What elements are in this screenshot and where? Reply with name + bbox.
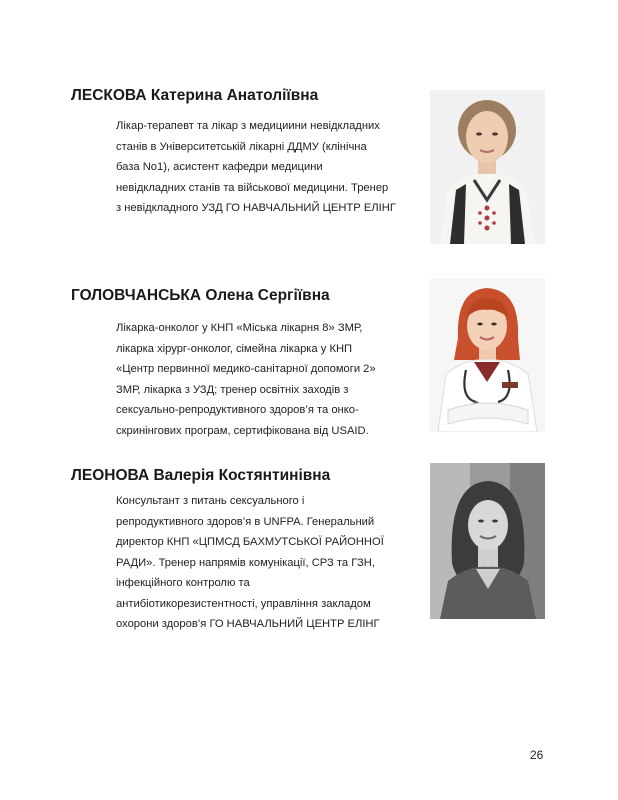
person-bio	[116, 491, 406, 635]
bio-line: репродуктивного здоров’я в UNFPA. Генеральний	[116, 515, 375, 528]
portrait-photo	[430, 90, 545, 244]
bio-line: ЗМР, лікарка з УЗД; тренер освітніх заходів з	[116, 383, 349, 396]
bio-line: Лікарка-онколог у КНП «Міська лікарня 8» ЗМР,	[116, 322, 363, 334]
bio-line: база No1), асистент кафедри медицини	[116, 161, 323, 173]
bio-line: Консультант з питань сексуального і	[116, 495, 305, 507]
bio-line: станів в Університетській лікарні ДДМУ (клінічна	[116, 140, 367, 153]
bio-line: директор КНП «ЦПМСД БАХМУТСЬКОЇ РАЙОННОЇ	[116, 536, 384, 548]
bio-line: Лікар-терапевт та лікар з медициини невідкладних	[116, 120, 380, 132]
bio-line: сексуально-репродуктивного здоров’я та онко-	[116, 404, 359, 416]
person-name: ЛЕОНОВА Валерія Костянтинівна	[71, 467, 331, 484]
bio-line: невідкладних станів та військової медицини. Тренер	[116, 181, 389, 194]
bio-line: з невідкладного УЗД ГО НАВЧАЛЬНИЙ ЦЕНТР ЕЛІНГ	[116, 202, 396, 214]
bio-line: інфекційного контролю та	[116, 577, 250, 589]
bio-line: охорони здоров’я ГО НАВЧАЛЬНИЙ ЦЕНТР ЕЛІНГ	[116, 618, 380, 630]
bio-line: «Центр первинної медико-санітарної допомоги 2»	[116, 363, 376, 375]
bio-line: антибіотикорезистентності, управління закладом	[116, 597, 371, 610]
person-bio	[116, 116, 406, 219]
page-number: 26	[530, 748, 544, 762]
person-name: ЛЕСКОВА Катерина Анатоліївна	[71, 87, 319, 104]
portrait-photo	[430, 463, 545, 619]
person-bio	[116, 318, 406, 441]
bio-line: скринінгових програм, сертифікована від USAID.	[116, 424, 369, 437]
portrait-photo	[430, 278, 545, 432]
person-name: ГОЛОВЧАНСЬКА Олена Сергіївна	[71, 287, 330, 304]
bio-line: РАДИ». Тренер напрямів комунікації, СРЗ та ГЗН,	[116, 556, 375, 569]
bio-line: лікарка хірург-онколог, сімейна лікарка у КНП	[116, 342, 353, 355]
